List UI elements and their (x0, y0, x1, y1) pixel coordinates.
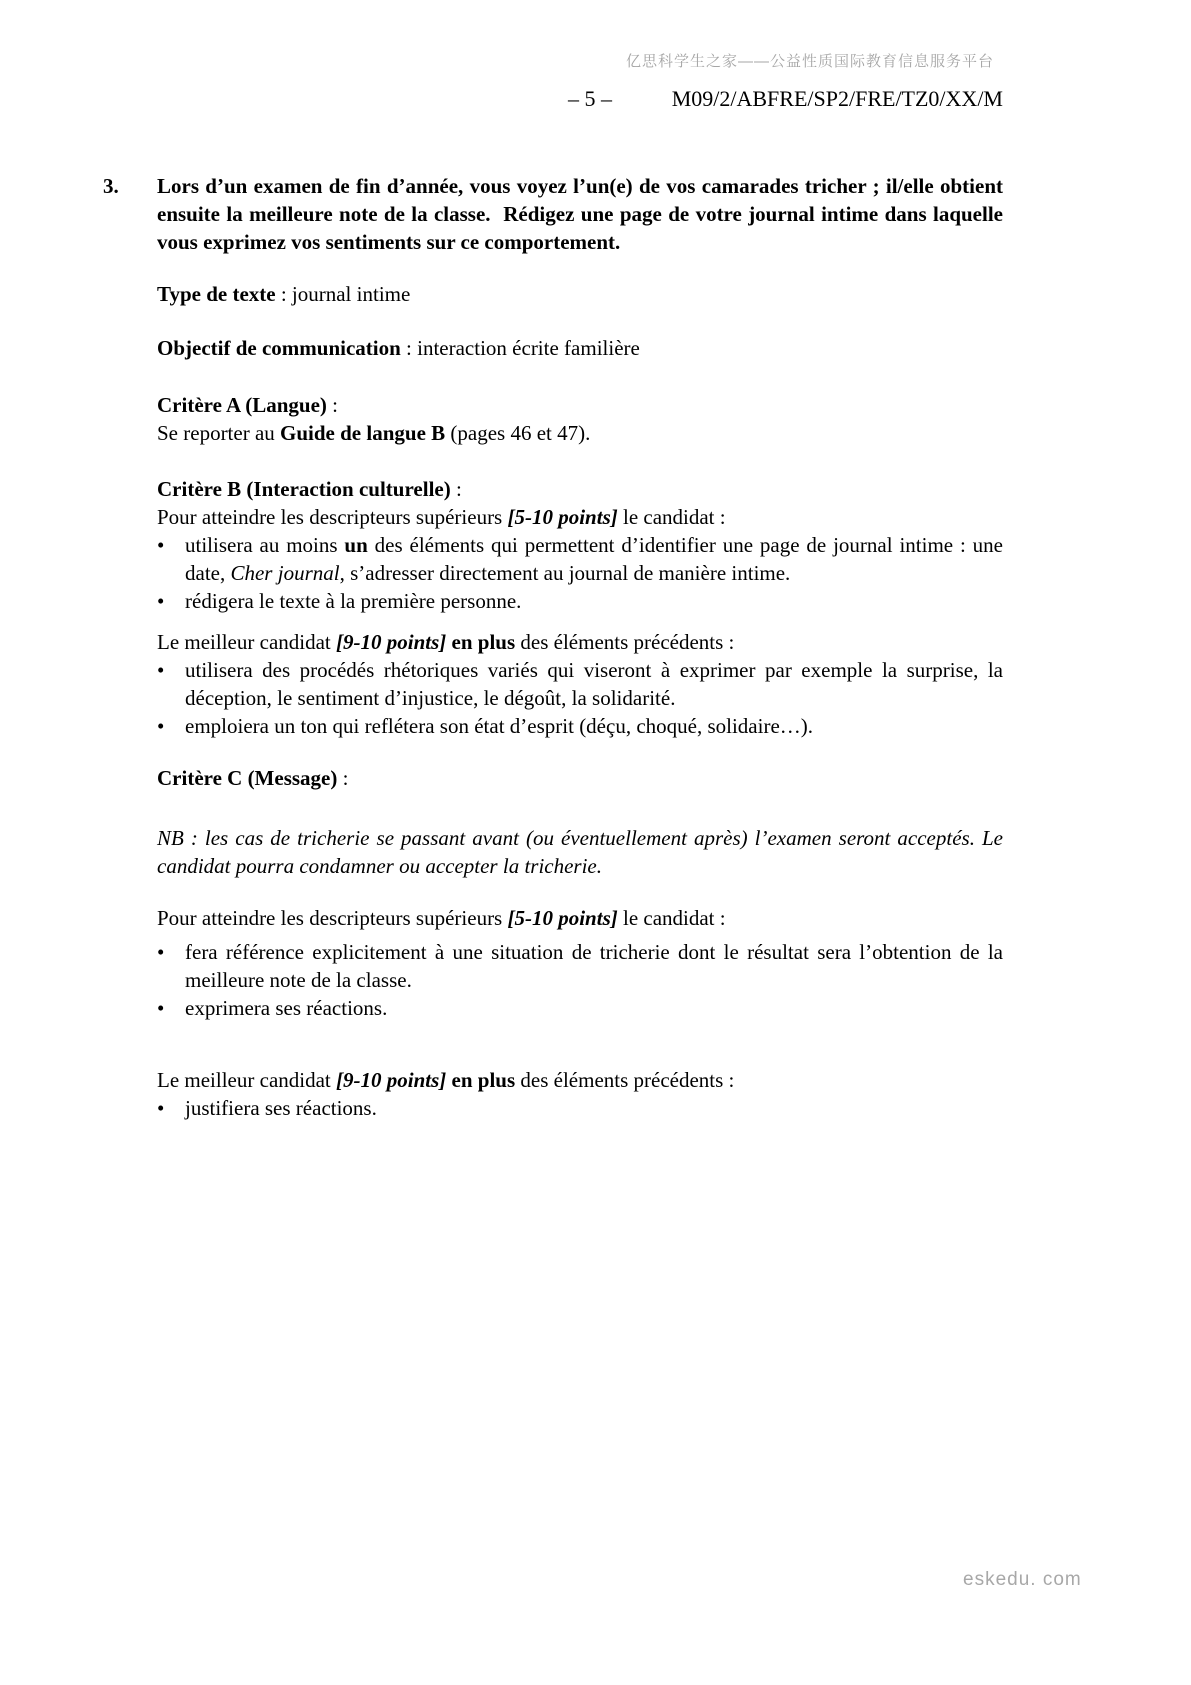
bullet-item (157, 531, 1003, 587)
bullet-item (157, 656, 1003, 712)
bullet-text: fera référence explicitement à une situation de tricherie dont le résultat sera l’obtention de la meilleure note de la classe. (185, 940, 1003, 992)
markscheme-body (157, 280, 1003, 1122)
bullet-marker: • (157, 658, 165, 682)
bullet-marker: • (157, 589, 165, 613)
bullet-text: rédigera le texte à la première personne. (185, 589, 522, 613)
header-watermark: 亿思科学生之家——公益性质国际教育信息服务平台 (625, 53, 994, 70)
critere-b-heading: Critère B (Interaction culturelle) : (157, 477, 462, 501)
bullet-text: emploiera un ton qui reflétera son état d’esprit (déçu, choqué, solidaire…). (185, 714, 814, 738)
bullet-text: utilisera des procédés rhétoriques variés qui viseront à exprimer par exemple la surprise, la déception, le sentiment d’injustice, le dégoût, la solidarité. (185, 658, 1003, 710)
critere-c-heading: Critère C (Message) : (157, 766, 349, 790)
footer-watermark: eskedu. com (963, 1569, 1082, 1590)
bullet-item (157, 587, 1003, 615)
bullet-text: exprimera ses réactions. (185, 996, 388, 1020)
critere-c-intro: Pour atteindre les descripteurs supérieurs [5-10 points] le candidat : (157, 906, 726, 930)
bullet-text: utilisera au moins un des éléments qui permettent d’identifier une page de journal intime : une date, Cher journal, s’adresser directement au journal de manière intime. (185, 533, 1003, 585)
type-de-texte: Type de texte : journal intime (157, 282, 411, 306)
critere-c-best-intro: Le meilleur candidat [9-10 points] en plus des éléments précédents : (157, 1068, 735, 1092)
question-number: 3. (103, 174, 119, 198)
document-content (103, 172, 1009, 1122)
critere-b-intro: Pour atteindre les descripteurs supérieurs [5-10 points] le candidat : (157, 505, 726, 529)
critere-a-heading: Critère A (Langue) : (157, 393, 339, 417)
bullet-item (157, 938, 1003, 994)
bullet-marker: • (157, 533, 165, 557)
bullet-item (157, 1094, 1003, 1122)
critere-a-body: Se reporter au Guide de langue B (pages 46 et 47). (157, 421, 591, 445)
bullet-marker: • (157, 714, 165, 738)
critere-b-best-intro: Le meilleur candidat [9-10 points] en plus des éléments précédents : (157, 630, 735, 654)
bullet-text: justifiera ses réactions. (185, 1096, 377, 1120)
nb-note: NB : les cas de tricherie se passant avant (ou éventuellement après) l’examen seront acceptés. Le candidat pourra condamner ou accepter la tricherie. (157, 826, 1003, 878)
bullet-marker: • (157, 996, 165, 1020)
question-3 (103, 172, 1009, 256)
bullet-item (157, 994, 1003, 1022)
bullet-marker: • (157, 1096, 165, 1120)
exam-code: M09/2/ABFRE/SP2/FRE/TZ0/XX/M (671, 86, 1003, 111)
page-number: – 5 – (568, 86, 612, 111)
question-text: Lors d’un examen de fin d’année, vous voyez l’un(e) de vos camarades tricher ; il/elle obtient ensuite la meilleure note de la classe. Rédigez une page de votre journal intime dans laquelle vous exprimez vos sentiments sur ce comportement. (157, 174, 1009, 254)
bullet-item (157, 712, 1003, 740)
objectif-de-communication: Objectif de communication : interaction écrite familière (157, 336, 640, 360)
bullet-marker: • (157, 940, 165, 964)
